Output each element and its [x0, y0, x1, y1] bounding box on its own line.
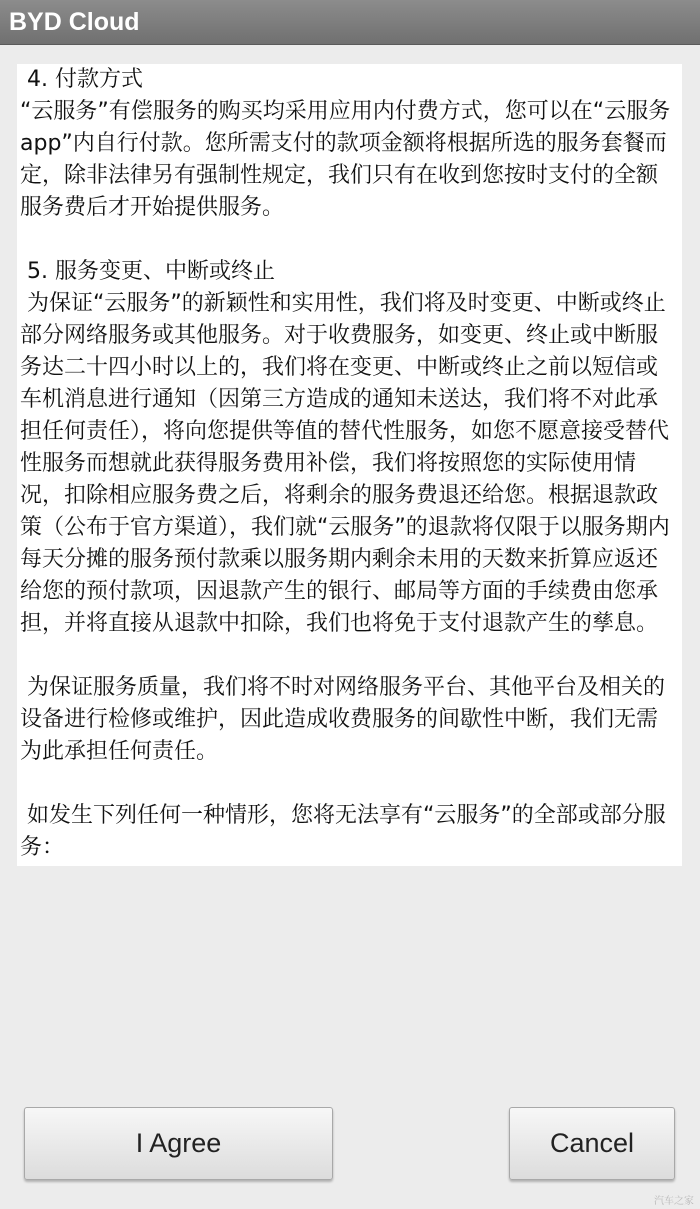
- watermark: 汽车之家: [654, 1196, 694, 1207]
- maintenance-paragraph: 为保证服务质量，我们将不时对网络服务平台、其他平台及相关的设备进行检修或维护，因此造成收费服务的间歇性中断，我们无需为此承担任何责任。: [20, 675, 666, 764]
- terms-scroll-panel[interactable]: [17, 64, 682, 866]
- section-4-body: “云服务”有偿服务的购买均采用应用内付费方式，您可以在“云服务app”内自行付款。您所需支付的款项金额将根据所选的服务套餐而定，除非法律另有强制性规定，我们只有在收到您按时支付的全额服务费后才开始提供服务。: [20, 99, 671, 220]
- conditions-paragraph: 如发生下列任何一种情形，您将无法享有“云服务”的全部或部分服务：: [20, 803, 666, 860]
- section-5-body: 为保证“云服务”的新颖性和实用性，我们将及时变更、中断或终止部分网络服务或其他服务。对于收费服务，如变更、终止或中断服务达二十四小时以上的，我们将在变更、中断或终止之前以短信或车机消息进行通知（因第三方造成的通知未送达，我们将不对此承担任何责任），将向您提供等值的替代性服务，如您不愿意接受替代性服务而想就此获得服务费用补偿，我们将按照您的实际使用情况，扣除相应服务费之后，将剩余的服务费退还给您。根据退款政策（公布于官方渠道），我们就“云服务”的退款将仅限于以服务期内每天分摊的服务预付款乘以服务期内剩余未用的天数来折算应返还给您的预付款项，因退款产生的银行、邮局等方面的手续费由您承担，并将直接从退款中扣除，我们也将免于支付退款产生的孳息。: [20, 291, 670, 636]
- title-bar: [0, 0, 700, 45]
- section-4-heading: 4. 付款方式: [20, 67, 143, 92]
- paragraph-spacer: [17, 768, 682, 800]
- app-title: BYD Cloud: [9, 8, 140, 36]
- paragraph-spacer: [17, 640, 682, 672]
- paragraph-spacer: [17, 224, 682, 256]
- agree-button[interactable]: I Agree: [24, 1107, 333, 1180]
- cancel-button[interactable]: Cancel: [509, 1107, 675, 1180]
- section-5-heading: 5. 服务变更、中断或终止: [20, 259, 275, 284]
